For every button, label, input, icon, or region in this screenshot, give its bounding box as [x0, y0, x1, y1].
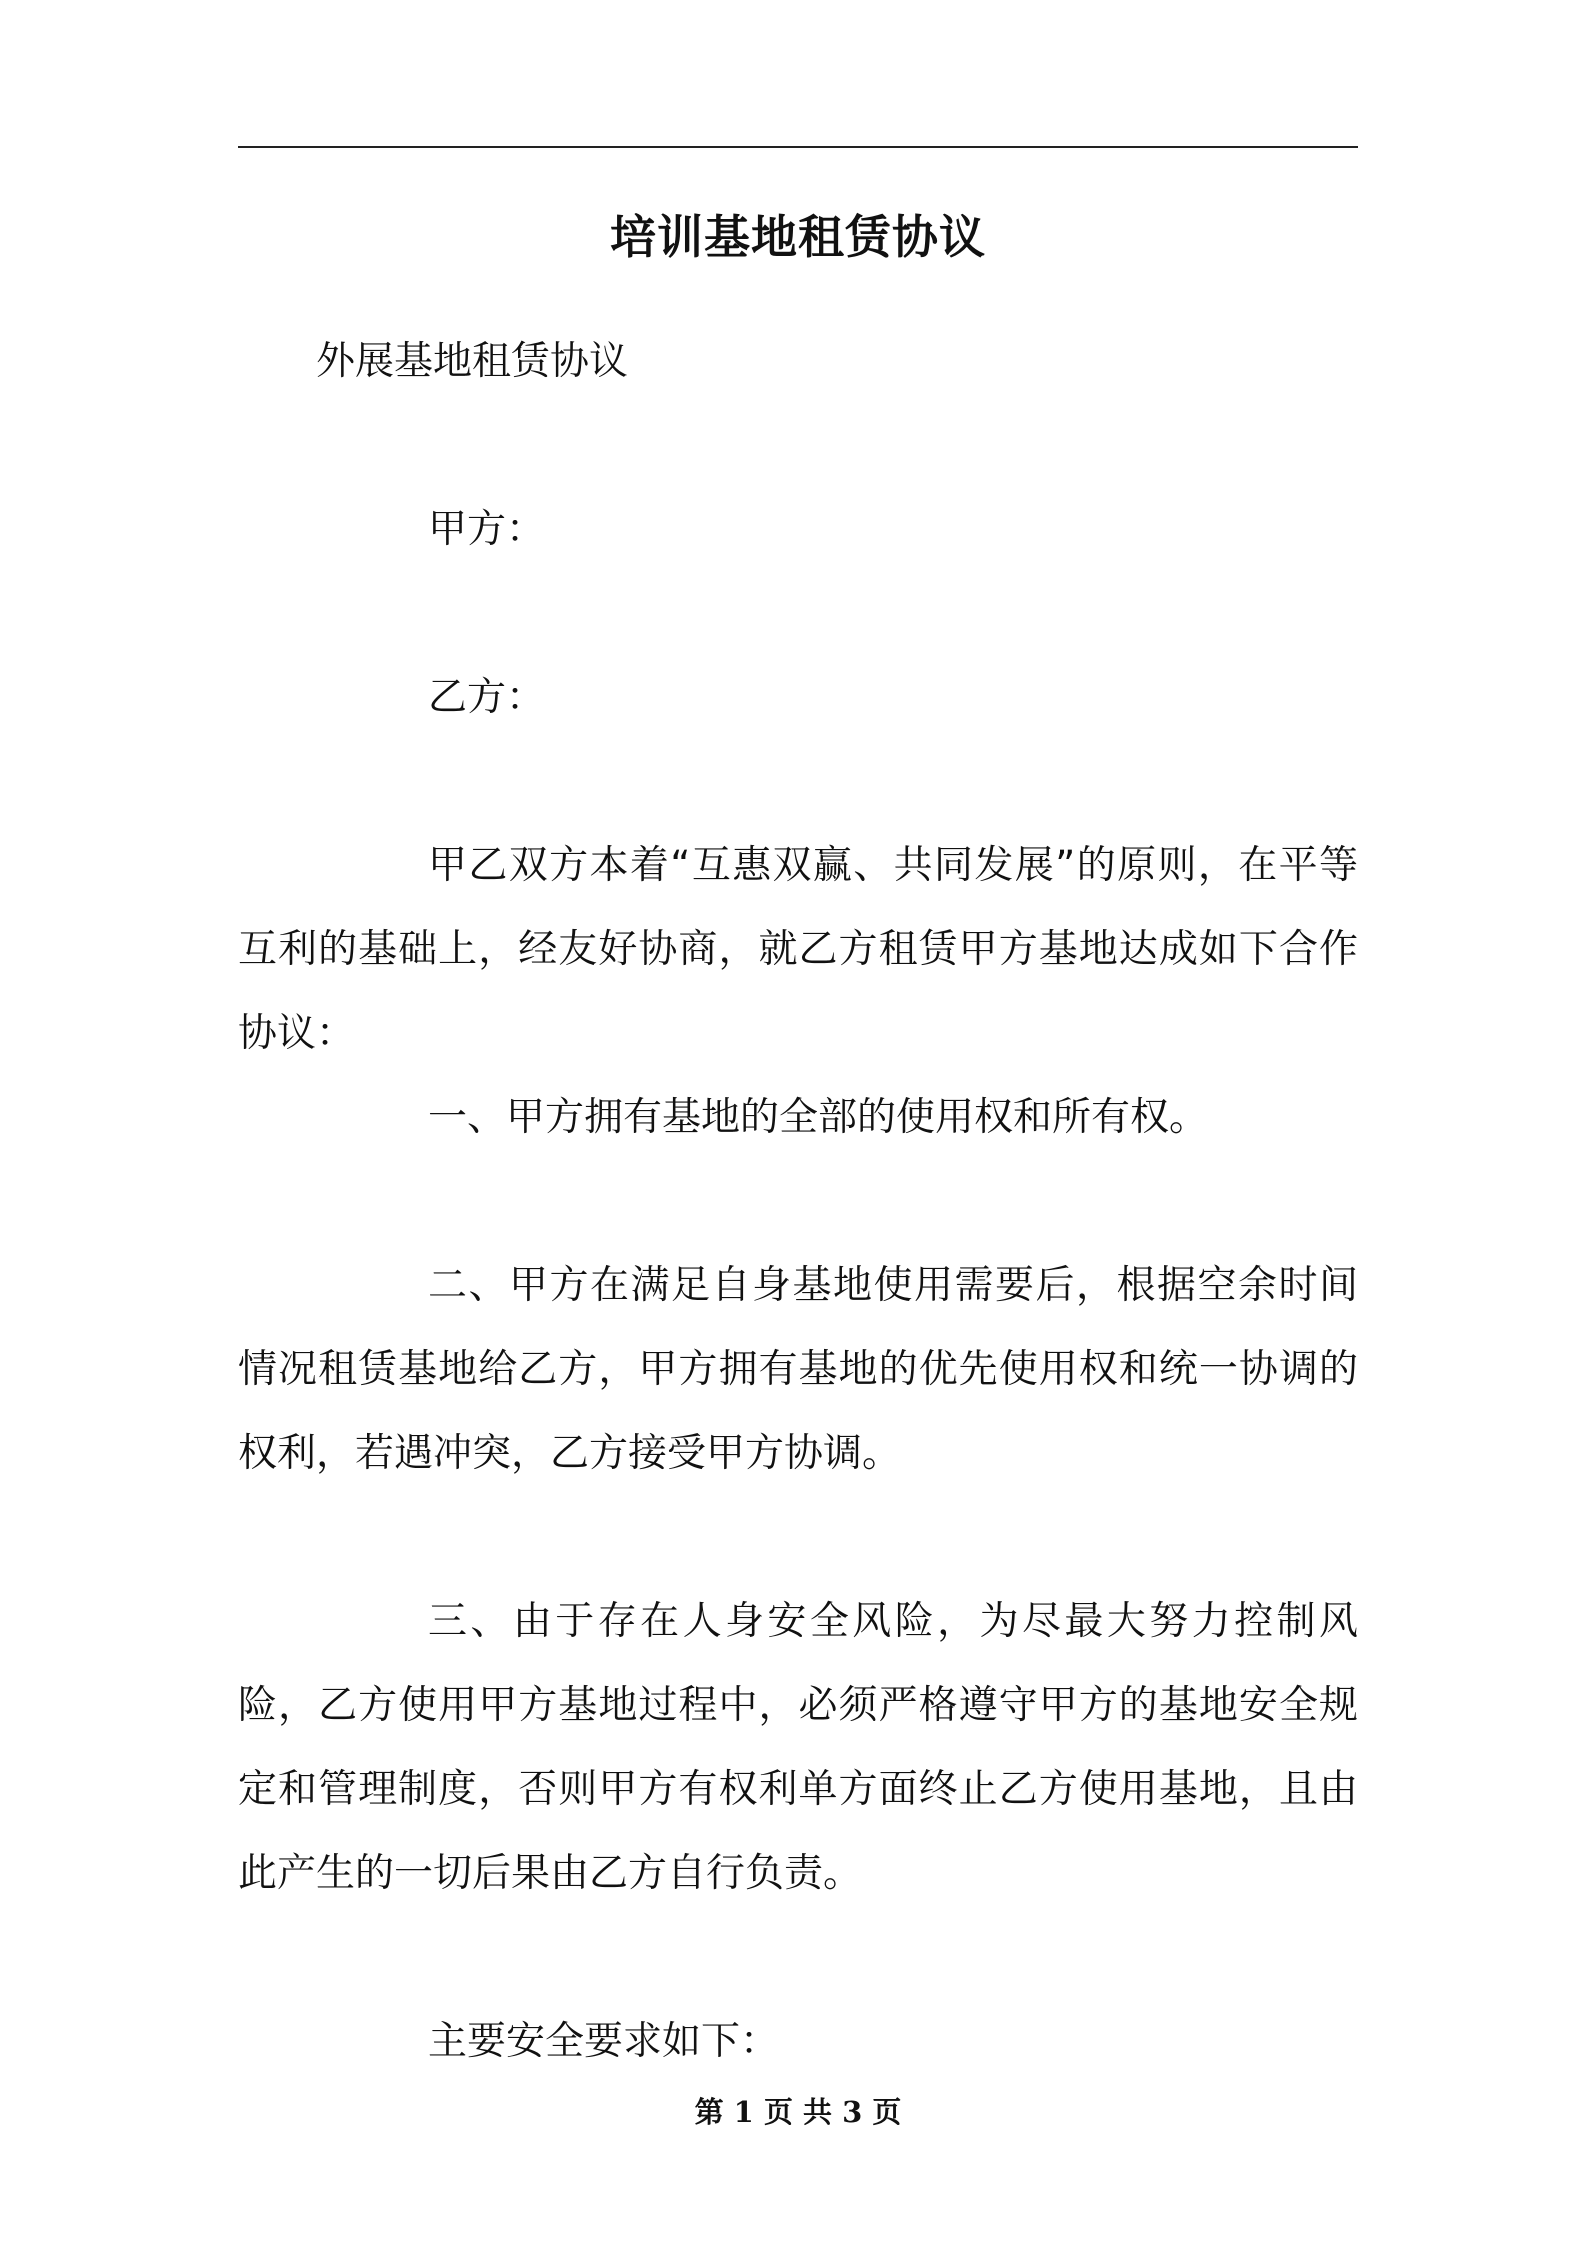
party-a-label: 甲方： — [428, 507, 546, 552]
header-rule — [238, 146, 1358, 148]
paragraph-safety-heading: 主要安全要求如下： — [428, 2019, 780, 2064]
document-title: 培训基地租赁协议 — [610, 210, 986, 264]
party-b-label: 乙方： — [428, 675, 546, 720]
page-indicator: 第 1 页 共 3 页 — [694, 2095, 902, 2129]
paragraph-clause-3: 三、由于存在人身安全风险，为尽最大努力控制风险，乙方使用甲方基地过程中，必须严格遵守甲方的基地安全规定和管理制度，否则甲方有权利单方面终止乙方使用基地，且由此产生的一切后果由乙方自行负责。 — [238, 1599, 1358, 1896]
paragraph-preamble: 甲乙双方本着“互惠双赢、共同发展”的原则，在平等互利的基础上，经友好协商，就乙方租赁甲方基地达成如下合作协议： — [238, 843, 1358, 1056]
paragraph-clause-2: 二、甲方在满足自身基地使用需要后，根据空余时间情况租赁基地给乙方，甲方拥有基地的优先使用权和统一协调的权利，若遇冲突，乙方接受甲方协调。 — [238, 1263, 1358, 1476]
document-subtitle: 外展基地租赁协议 — [316, 339, 629, 384]
paragraph-clause-1: 一、甲方拥有基地的全部的使用权和所有权。 — [428, 1095, 1209, 1140]
